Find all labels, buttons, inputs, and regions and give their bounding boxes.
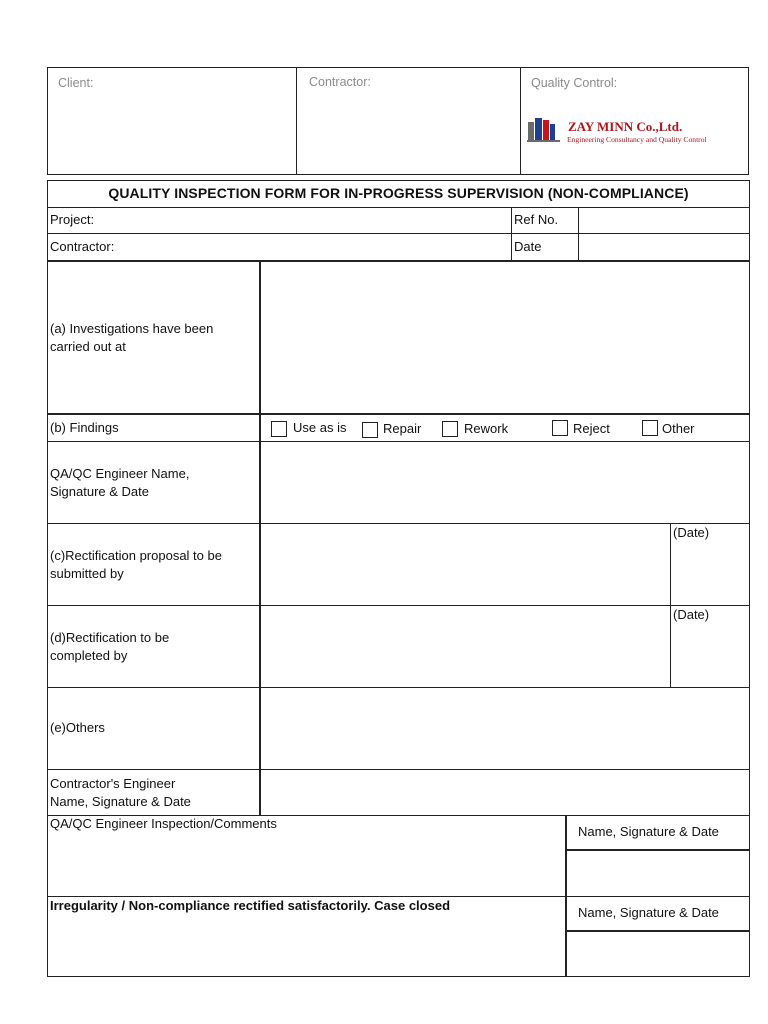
use-as-is-checkbox[interactable] — [271, 421, 287, 437]
rework-checkbox[interactable] — [442, 421, 458, 437]
row-c-label: (c)Rectification proposal to be submitted by — [50, 548, 222, 581]
qaqc-engineer-signature-field[interactable] — [261, 442, 749, 523]
reject-label: Reject — [573, 421, 610, 436]
rework-label: Rework — [464, 421, 509, 436]
ref-no-label: Ref No. — [514, 212, 559, 227]
sign-label-1: Name, Signature & Date — [578, 824, 719, 839]
contractor-engineer-signature-field[interactable] — [261, 770, 749, 814]
company-name: ZAY MINN Co.,Ltd. — [568, 119, 683, 134]
date-field[interactable] — [579, 234, 749, 260]
row-a-label: (a) Investigations have been carried out at — [50, 321, 214, 354]
qaqc-comments-field[interactable] — [49, 834, 563, 896]
row-a-bottom — [47, 413, 750, 415]
row-c-date-label: (Date) — [673, 525, 710, 540]
row-d-label: (d)Rectification to be completed by — [50, 630, 170, 663]
company-tagline: Engineering Consultancy and Quality Control — [567, 135, 707, 144]
row-e-field[interactable] — [261, 688, 749, 769]
use-as-is-label: Use as is — [293, 420, 347, 435]
qaqc-comments-label: QA/QC Engineer Inspection/Comments — [50, 816, 277, 831]
sign-label-2: Name, Signature & Date — [578, 905, 719, 920]
row-d-date-field[interactable] — [671, 624, 749, 686]
reject-checkbox[interactable] — [552, 420, 568, 436]
closure-field[interactable] — [49, 916, 563, 976]
header-divider-1 — [296, 67, 297, 175]
repair-label: Repair — [383, 421, 422, 436]
project-field[interactable] — [110, 208, 510, 233]
contractor-engineer-label: Contractor's Engineer Name, Signature & Date — [50, 776, 191, 809]
contractor-label: Contractor: — [50, 239, 115, 254]
contractor-header-label: Contractor: — [309, 75, 371, 89]
sign-1-field[interactable] — [567, 851, 749, 896]
date-label: Date — [514, 239, 542, 254]
repair-checkbox[interactable] — [362, 422, 378, 438]
other-label: Other — [662, 421, 695, 436]
contractor-field[interactable] — [130, 234, 510, 260]
ref-no-field[interactable] — [579, 208, 749, 233]
row-e-label: (e)Others — [50, 720, 105, 735]
form-title: QUALITY INSPECTION FORM FOR IN-PROGRESS SUPERVISION (NON-COMPLIANCE) — [108, 185, 689, 201]
client-label: Client: — [58, 76, 94, 90]
row-c-date-field[interactable] — [671, 542, 749, 604]
sign-2-field[interactable] — [567, 932, 749, 976]
row-b-label: (b) Findings — [50, 420, 119, 435]
other-checkbox[interactable] — [642, 420, 658, 436]
row-d-date-label: (Date) — [673, 607, 710, 622]
project-label: Project: — [50, 212, 95, 227]
row-c-field[interactable] — [261, 524, 669, 605]
quality-control-label: Quality Control: — [531, 76, 618, 90]
row-a-field[interactable] — [261, 262, 749, 413]
qaqc-engineer-label: QA/QC Engineer Name, Signature & Date — [50, 466, 190, 499]
row-d-field[interactable] — [261, 606, 669, 687]
header-divider-2 — [520, 67, 521, 175]
company-logo-icon — [526, 116, 562, 144]
closure-text: Irregularity / Non-compliance rectified satisfactorily. Case closed — [50, 898, 451, 913]
